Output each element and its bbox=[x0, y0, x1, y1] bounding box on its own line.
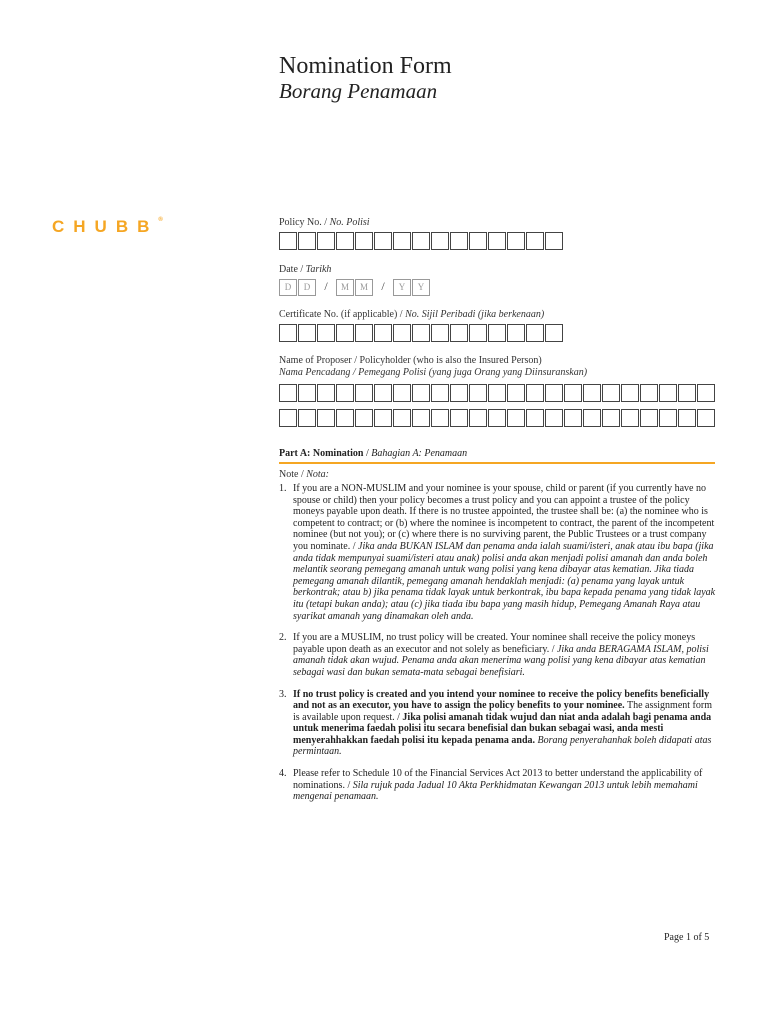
input-box[interactable] bbox=[412, 324, 430, 342]
input-box[interactable] bbox=[374, 409, 392, 427]
input-box[interactable] bbox=[469, 324, 487, 342]
input-box[interactable] bbox=[583, 384, 601, 402]
note-item: 2. If you are a MUSLIM, no trust policy will be created. Your nominee shall receive the policy moneys payable upon death as an executor and not solely as beneficiary. / Jika anda BERAGAMA ISLAM, polisi amanah tidak akan wujud. Penama anda akan menerima wang polisi yang kena dibayar atas kematian sebagai wasi dan bukan semata-mata sebagai benefisiari. bbox=[279, 632, 709, 678]
input-box[interactable] bbox=[678, 409, 696, 427]
chubb-logo bbox=[52, 217, 163, 237]
input-box[interactable] bbox=[697, 409, 715, 427]
input-box[interactable] bbox=[450, 384, 468, 402]
input-box[interactable] bbox=[336, 384, 354, 402]
logo-text: CHUBB bbox=[52, 217, 159, 236]
input-box[interactable] bbox=[621, 409, 639, 427]
part-a-heading: Part A: Nomination / Bahagian A: Penamaan bbox=[279, 448, 468, 459]
input-box[interactable] bbox=[678, 384, 696, 402]
date-month-2[interactable]: M bbox=[355, 279, 373, 296]
date-separator: / bbox=[324, 279, 328, 293]
input-box[interactable] bbox=[279, 409, 297, 427]
input-box[interactable] bbox=[355, 232, 373, 250]
input-box[interactable] bbox=[431, 232, 449, 250]
date-boxes[interactable] bbox=[279, 279, 431, 296]
note-label: Note / Nota: bbox=[279, 469, 330, 480]
input-box[interactable] bbox=[507, 409, 525, 427]
input-box[interactable] bbox=[393, 324, 411, 342]
policy-no-boxes[interactable] bbox=[279, 232, 564, 250]
input-box[interactable] bbox=[355, 384, 373, 402]
date-day-2[interactable]: D bbox=[298, 279, 316, 296]
input-box[interactable] bbox=[488, 384, 506, 402]
input-box[interactable] bbox=[507, 384, 525, 402]
input-box[interactable] bbox=[602, 409, 620, 427]
input-box[interactable] bbox=[697, 384, 715, 402]
input-box[interactable] bbox=[507, 232, 525, 250]
input-box[interactable] bbox=[526, 409, 544, 427]
input-box[interactable] bbox=[602, 384, 620, 402]
notes-list bbox=[279, 483, 719, 813]
proposer-name-label: Name of Proposer / Policyholder (who is also the Insured Person) bbox=[279, 355, 542, 366]
input-box[interactable] bbox=[317, 324, 335, 342]
input-box[interactable] bbox=[279, 232, 297, 250]
date-month-1[interactable]: M bbox=[336, 279, 354, 296]
input-box[interactable] bbox=[317, 409, 335, 427]
input-box[interactable] bbox=[545, 409, 563, 427]
input-box[interactable] bbox=[450, 232, 468, 250]
policy-no-label: Policy No. / No. Polisi bbox=[279, 217, 370, 228]
input-box[interactable] bbox=[640, 409, 658, 427]
input-box[interactable] bbox=[545, 324, 563, 342]
proposer-name-label-ms: Nama Pencadang / Pemegang Polisi (yang juga Orang yang Diinsuranskan) bbox=[279, 367, 588, 378]
input-box[interactable] bbox=[393, 384, 411, 402]
form-title: Nomination Form bbox=[279, 53, 452, 79]
input-box[interactable] bbox=[279, 324, 297, 342]
input-box[interactable] bbox=[298, 384, 316, 402]
input-box[interactable] bbox=[488, 232, 506, 250]
input-box[interactable] bbox=[450, 409, 468, 427]
input-box[interactable] bbox=[355, 409, 373, 427]
input-box[interactable] bbox=[431, 384, 449, 402]
input-box[interactable] bbox=[412, 409, 430, 427]
input-box[interactable] bbox=[298, 409, 316, 427]
input-box[interactable] bbox=[412, 232, 430, 250]
input-box[interactable] bbox=[431, 324, 449, 342]
input-box[interactable] bbox=[298, 324, 316, 342]
input-box[interactable] bbox=[336, 232, 354, 250]
input-box[interactable] bbox=[317, 232, 335, 250]
input-box[interactable] bbox=[374, 324, 392, 342]
page-number: Page 1 of 5 bbox=[664, 932, 710, 943]
date-separator: / bbox=[381, 279, 385, 293]
input-box[interactable] bbox=[374, 384, 392, 402]
input-box[interactable] bbox=[374, 232, 392, 250]
input-box[interactable] bbox=[393, 409, 411, 427]
input-box[interactable] bbox=[317, 384, 335, 402]
proposer-name-boxes-2[interactable] bbox=[279, 409, 716, 427]
input-box[interactable] bbox=[640, 384, 658, 402]
input-box[interactable] bbox=[431, 409, 449, 427]
note-item: 1. If you are a NON-MUSLIM and your nominee is your spouse, child or parent (if you currently have no spouse or child) then your policy becomes a trust policy and you can appoint a trustee of the policy moneys payable upon death. If there is no trustee appointed, the trustee shall be: (a) the nominee who is competent to contract; or (b) where the nominee is incompetent to contract, the parent of the incompetent nominee (but not you); or (c) where there is no surviving parent, the Public Trustees or a trust company you nominate. / Jika anda BUKAN ISLAM dan penama anda ialah suami/isteri, anak atau ibu bapa (jika anda tidak mempunyai suami/isteri atau anak) polisi anda akan menjadi polisi amanah dan anda boleh melantik seorang pemegang amanah untuk wang polisi yang kena dibayar atas kematian. Jika tiada pemegang amanah dilantik, pemegang amanah hendaklah menjadi: (a) penama yang layak untuk berkontrak; atau b) jika penama tidak layak untuk berkontrak, ibu bapa kepada penama yang tidak layak itu (tetapi bukan anda); atau (c) jika tiada ibu bapa yang masih hidup, Pemegang Amanah Raya atau syarikat amanah yang dinamakan oleh anda. bbox=[279, 483, 716, 622]
note-item: 4. Please refer to Schedule 10 of the Financial Services Act 2013 to better understand the applicability of nominations. / Sila rujuk pada Jadual 10 Akta Perkhidmatan Kewangan 2013 untuk lebih memahami mengenai penamaan. bbox=[279, 768, 703, 803]
input-box[interactable] bbox=[279, 384, 297, 402]
proposer-name-boxes-1[interactable] bbox=[279, 384, 716, 402]
input-box[interactable] bbox=[545, 384, 563, 402]
input-box[interactable] bbox=[450, 324, 468, 342]
input-box[interactable] bbox=[659, 409, 677, 427]
input-box[interactable] bbox=[336, 409, 354, 427]
date-year-1[interactable]: Y bbox=[393, 279, 411, 296]
input-box[interactable] bbox=[393, 232, 411, 250]
input-box[interactable] bbox=[526, 232, 544, 250]
date-year-2[interactable]: Y bbox=[412, 279, 430, 296]
form-subtitle: Borang Penamaan bbox=[279, 79, 438, 103]
input-box[interactable] bbox=[545, 232, 563, 250]
input-box[interactable] bbox=[583, 409, 601, 427]
input-box[interactable] bbox=[488, 324, 506, 342]
input-box[interactable] bbox=[488, 409, 506, 427]
input-box[interactable] bbox=[336, 324, 354, 342]
note-item: 3. If no trust policy is created and you intend your nominee to receive the policy benefits beneficially and not as an executor, you have to assign the policy benefits to your nominee. The assignment form is available upon request. / Jika polisi amanah tidak wujud dan niat anda adalah bagi penama anda untuk menerima faedah polisi itu secara benefisial dan bukan sebagai wasi, anda mesti menyerahhakkan faedah polisi itu kepada penama anda. Borang penyerahanhak boleh didapati atas permintaan. bbox=[279, 688, 712, 758]
logo-mark: ® bbox=[158, 217, 163, 224]
input-box[interactable] bbox=[564, 409, 582, 427]
input-box[interactable] bbox=[469, 384, 487, 402]
input-box[interactable] bbox=[526, 324, 544, 342]
input-box[interactable] bbox=[298, 232, 316, 250]
part-a-divider bbox=[279, 462, 715, 464]
input-box[interactable] bbox=[564, 384, 582, 402]
input-box[interactable] bbox=[507, 324, 525, 342]
input-box[interactable] bbox=[355, 324, 373, 342]
input-box[interactable] bbox=[469, 409, 487, 427]
input-box[interactable] bbox=[526, 384, 544, 402]
date-day-1[interactable]: D bbox=[279, 279, 297, 296]
input-box[interactable] bbox=[659, 384, 677, 402]
input-box[interactable] bbox=[412, 384, 430, 402]
input-box[interactable] bbox=[621, 384, 639, 402]
certificate-no-boxes[interactable] bbox=[279, 324, 564, 342]
date-label: Date / Tarikh bbox=[279, 264, 332, 275]
certificate-no-label: Certificate No. (if applicable) / No. Sijil Peribadi (jika berkenaan) bbox=[279, 309, 545, 320]
input-box[interactable] bbox=[469, 232, 487, 250]
